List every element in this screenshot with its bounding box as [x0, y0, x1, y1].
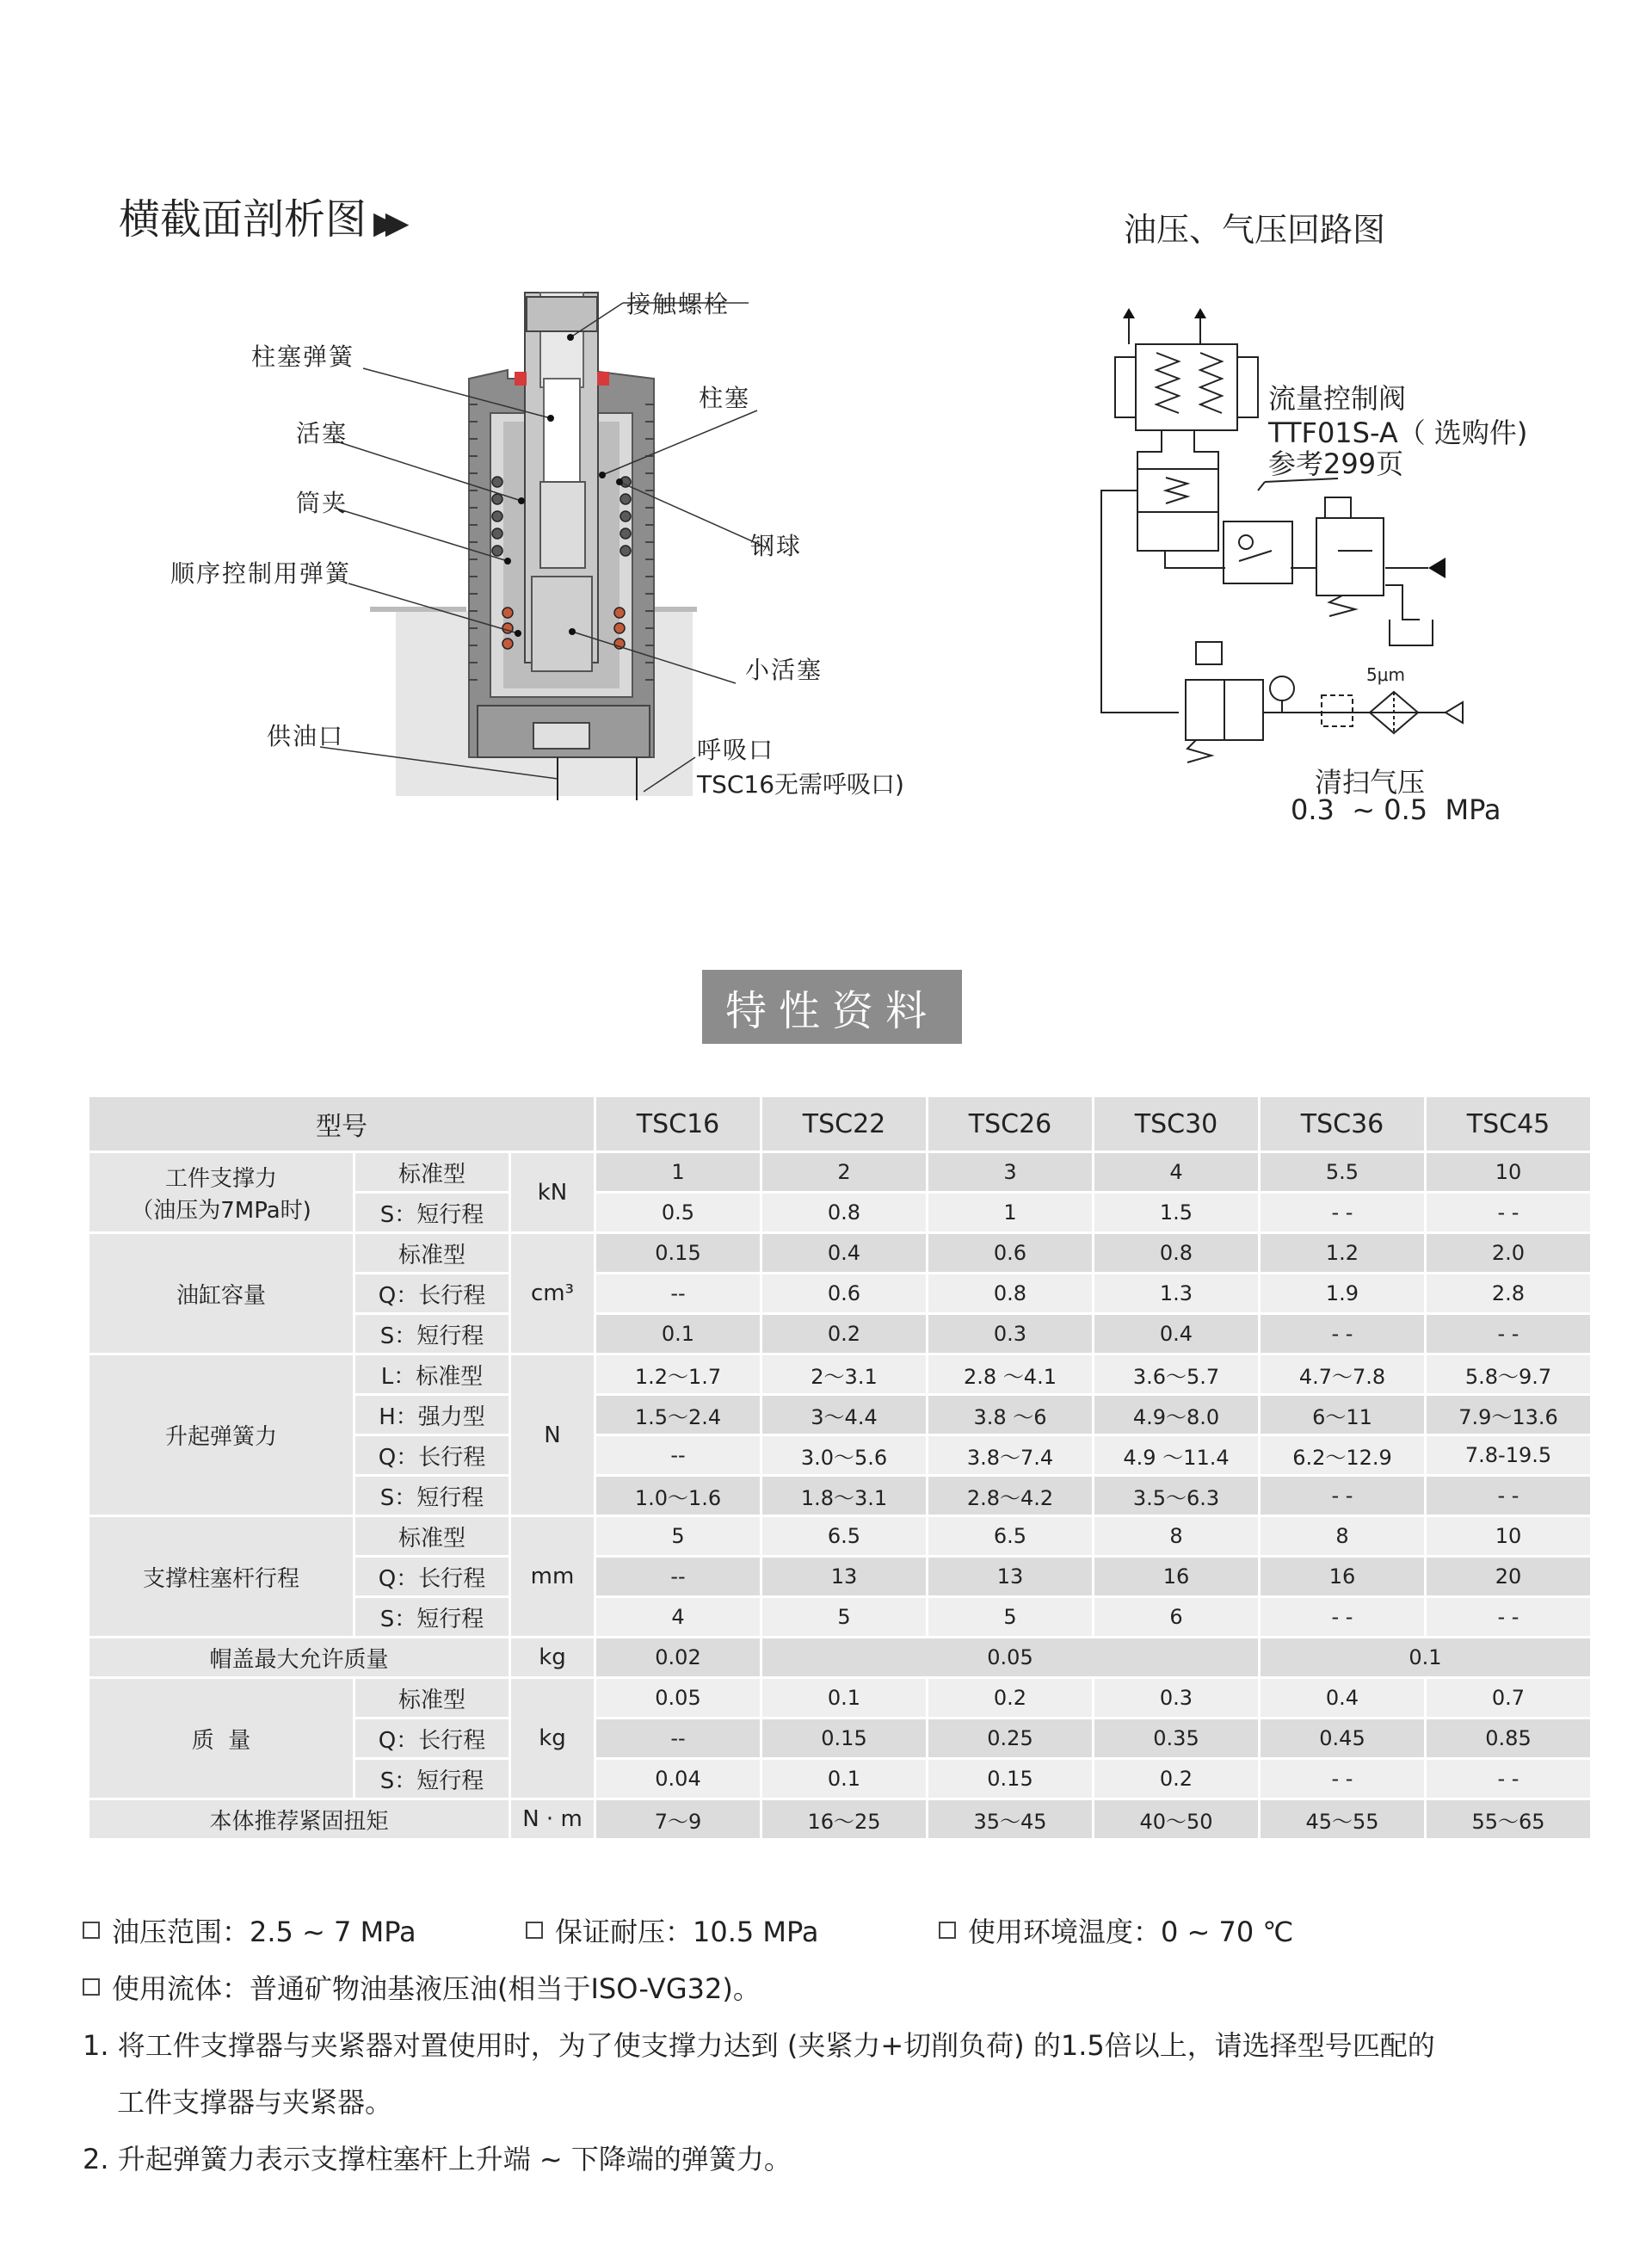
spring-force-label: 升起弹簧力: [89, 1355, 353, 1515]
value-cell: 1.5: [1094, 1194, 1258, 1231]
header-model-4: TSC30: [1094, 1097, 1258, 1151]
note-temp-text: 使用环境温度：0 ~ 70 ℃: [968, 1916, 1294, 1948]
value-cell: 10: [1427, 1517, 1590, 1555]
value-cell: - -: [1427, 1477, 1590, 1515]
value-cell: 0.2: [762, 1315, 926, 1353]
unit-cell: kg: [511, 1679, 594, 1798]
value-cell: 3.8 ～6: [928, 1396, 1092, 1434]
checkbox-icon: [83, 1978, 100, 1996]
value-cell: 0.8: [762, 1194, 926, 1231]
value-cell: 5: [928, 1598, 1092, 1636]
value-cell: 0.1: [1261, 1638, 1590, 1676]
value-cell: 2: [762, 1153, 926, 1191]
note-fluid-text: 使用流体：普通矿物油基液压油(相当于ISO-VG32)。: [112, 1972, 761, 2005]
value-cell: --: [596, 1719, 760, 1757]
value-cell: 0.1: [762, 1679, 926, 1717]
value-cell: 0.3: [928, 1315, 1092, 1353]
value-cell: 0.02: [596, 1638, 760, 1676]
value-cell: 0.35: [1094, 1719, 1258, 1757]
header-model-3: TSC26: [928, 1097, 1092, 1151]
value-cell: --: [596, 1274, 760, 1312]
value-cell: 4.9～8.0: [1094, 1396, 1258, 1434]
label-breather-port: 呼吸口: [697, 736, 775, 764]
value-cell: --: [596, 1558, 760, 1595]
label-collet: 筒夹: [296, 489, 348, 517]
sub-label: 标准型: [355, 1234, 509, 1272]
value-cell: 0.05: [762, 1638, 1258, 1676]
value-cell: 0.04: [596, 1760, 760, 1798]
label-breather-note: TSC16无需呼吸口): [697, 770, 904, 799]
value-cell: 2～3.1: [762, 1355, 926, 1393]
value-cell: 0.8: [928, 1274, 1092, 1312]
value-cell: 40～50: [1094, 1800, 1258, 1838]
value-cell: 13: [762, 1558, 926, 1595]
value-cell: - -: [1427, 1760, 1590, 1798]
note-pressure-range-text: 油压范围：2.5 ~ 7 MPa: [112, 1916, 416, 1948]
value-cell: 2.8 ～4.1: [928, 1355, 1092, 1393]
value-cell: 3.5～6.3: [1094, 1477, 1258, 1515]
value-cell: 3.6～5.7: [1094, 1355, 1258, 1393]
label-sequence-spring: 顺序控制用弹簧: [170, 559, 352, 588]
table-row: [89, 1355, 1590, 1393]
value-cell: 10: [1427, 1153, 1590, 1191]
value-cell: 16: [1094, 1558, 1258, 1595]
label-piston: 活塞: [296, 419, 348, 447]
sub-label: S：短行程: [355, 1760, 509, 1798]
value-cell: - -: [1261, 1477, 1424, 1515]
sub-label: 标准型: [355, 1679, 509, 1717]
sub-label: S：短行程: [355, 1477, 509, 1515]
flow-valve-label-1: 流量控制阀: [1268, 382, 1407, 415]
sub-label: S：短行程: [355, 1315, 509, 1353]
cap-mass-label: 帽盖最大允许质量: [89, 1638, 509, 1676]
value-cell: 0.6: [928, 1234, 1092, 1272]
value-cell: 0.25: [928, 1719, 1092, 1757]
note-pressure-range: [83, 1910, 526, 1950]
spec-table: [87, 1095, 1593, 1841]
value-cell: 0.15: [596, 1234, 760, 1272]
value-cell: 8: [1261, 1517, 1424, 1555]
value-cell: 5.8～9.7: [1427, 1355, 1590, 1393]
value-cell: 1.8～3.1: [762, 1477, 926, 1515]
notes-row-1: [83, 1902, 1580, 1959]
value-cell: - -: [1427, 1598, 1590, 1636]
torque-label: 本体推荐紧固扭矩: [89, 1800, 509, 1838]
label-plunger: 柱塞: [699, 384, 751, 412]
value-cell: 1.2: [1261, 1234, 1424, 1272]
value-cell: 0.05: [596, 1679, 760, 1717]
value-cell: - -: [1261, 1760, 1424, 1798]
value-cell: 1.2～1.7: [596, 1355, 760, 1393]
value-cell: 35～45: [928, 1800, 1092, 1838]
value-cell: 16: [1261, 1558, 1424, 1595]
value-cell: 0.15: [928, 1760, 1092, 1798]
value-cell: - -: [1261, 1194, 1424, 1231]
label-steel-ball: 钢球: [750, 532, 803, 560]
value-cell: 4.7～7.8: [1261, 1355, 1424, 1393]
label-small-piston: 小活塞: [745, 656, 823, 684]
note-proof-pressure-text: 保证耐压：10.5 MPa: [555, 1916, 819, 1948]
value-cell: 6～11: [1261, 1396, 1424, 1434]
note-temp: [939, 1910, 1293, 1950]
value-cell: 0.85: [1427, 1719, 1590, 1757]
value-cell: 0.15: [762, 1719, 926, 1757]
unit-cell: mm: [511, 1517, 594, 1636]
sub-label: Q：长行程: [355, 1436, 509, 1474]
value-cell: 1.0～1.6: [596, 1477, 760, 1515]
value-cell: 0.45: [1261, 1719, 1424, 1757]
value-cell: 3: [928, 1153, 1092, 1191]
value-cell: 0.1: [762, 1760, 926, 1798]
value-cell: 2.8～4.2: [928, 1477, 1092, 1515]
header-model-1: TSC16: [596, 1097, 760, 1151]
value-cell: 6: [1094, 1598, 1258, 1636]
mass-label: 质 量: [89, 1679, 353, 1798]
flow-valve-label-2: TTF01S-A（ 选购件): [1268, 416, 1528, 449]
unit-cell: cm³: [511, 1234, 594, 1353]
value-cell: 0.3: [1094, 1679, 1258, 1717]
table-header-row: [89, 1097, 1590, 1151]
cross-section-title-text: 横截面剖析图: [119, 195, 367, 244]
plunger-stroke-label: 支撑柱塞杆行程: [89, 1517, 353, 1636]
sub-label: L：标准型: [355, 1355, 509, 1393]
sub-label: S：短行程: [355, 1194, 509, 1231]
value-cell: 7.9～13.6: [1427, 1396, 1590, 1434]
value-cell: 1.5～2.4: [596, 1396, 760, 1434]
circuit-diagram: [1084, 301, 1480, 783]
table-row: [89, 1234, 1590, 1272]
note-1b: 工件支撑器与夹紧器。: [117, 2086, 393, 2119]
cylinder-capacity-label: 油缸容量: [89, 1234, 353, 1353]
value-cell: 6.2～12.9: [1261, 1436, 1424, 1474]
unit-cell: kN: [511, 1153, 594, 1231]
table-row: [89, 1517, 1590, 1555]
label-oil-port: 供油口: [267, 722, 345, 750]
value-cell: 8: [1094, 1517, 1258, 1555]
value-cell: 0.2: [928, 1679, 1092, 1717]
filter-label: 5μm: [1366, 664, 1405, 685]
header-model-2: TSC22: [762, 1097, 926, 1151]
value-cell: 5: [762, 1598, 926, 1636]
header-model: 型号: [89, 1097, 594, 1151]
value-cell: 0.2: [1094, 1760, 1258, 1798]
value-cell: 6.5: [762, 1517, 926, 1555]
value-cell: 2.8: [1427, 1274, 1590, 1312]
value-cell: - -: [1261, 1315, 1424, 1353]
value-cell: 1.9: [1261, 1274, 1424, 1312]
cross-section-title: [119, 186, 397, 245]
table-row: [89, 1800, 1590, 1838]
spec-banner: 特性资料: [702, 970, 962, 1044]
support-force-label-1: 工件支撑力: [164, 1165, 277, 1192]
value-cell: - -: [1427, 1315, 1590, 1353]
label-contact-bolt: 接触螺栓: [626, 290, 730, 318]
value-cell: 0.4: [1261, 1679, 1424, 1717]
value-cell: 4: [1094, 1153, 1258, 1191]
value-cell: 0.5: [596, 1194, 760, 1231]
notes-row-2: [83, 1959, 1580, 2015]
value-cell: 7.8-19.5: [1427, 1436, 1590, 1474]
value-cell: 45～55: [1261, 1800, 1424, 1838]
checkbox-icon: [526, 1922, 543, 1939]
value-cell: 0.4: [1094, 1315, 1258, 1353]
note-proof-pressure: [526, 1910, 939, 1950]
circuit-title: 油压、气压回路图: [1124, 211, 1386, 249]
table-row: [89, 1153, 1590, 1191]
purge-label-1: 清扫气压: [1315, 766, 1426, 799]
value-cell: 3～4.4: [762, 1396, 926, 1434]
value-cell: 7～9: [596, 1800, 760, 1838]
checkbox-icon: [939, 1922, 956, 1939]
value-cell: 1: [596, 1153, 760, 1191]
value-cell: 16～25: [762, 1800, 926, 1838]
value-cell: - -: [1261, 1598, 1424, 1636]
play-arrow-icon: ▶▶: [373, 206, 398, 241]
label-plunger-spring: 柱塞弹簧: [251, 342, 355, 371]
sub-label: H：强力型: [355, 1396, 509, 1434]
value-cell: 2.0: [1427, 1234, 1590, 1272]
value-cell: 0.7: [1427, 1679, 1590, 1717]
value-cell: 20: [1427, 1558, 1590, 1595]
table-row: [89, 1679, 1590, 1717]
notes-section: [83, 1902, 1580, 2186]
value-cell: 0.4: [762, 1234, 926, 1272]
sub-label: Q：长行程: [355, 1274, 509, 1312]
sub-label: S：短行程: [355, 1598, 509, 1636]
header-model-5: TSC36: [1261, 1097, 1424, 1151]
unit-cell: N: [511, 1355, 594, 1515]
note-1a: 1. 将工件支撑器与夹紧器对置使用时，为了使支撑力达到 (夹紧力+切削负荷) 的1.5倍以上，请选择型号匹配的: [83, 2029, 1435, 2062]
note-2: 2. 升起弹簧力表示支撑柱塞杆上升端 ~ 下降端的弹簧力。: [83, 2143, 792, 2175]
support-force-label: [89, 1153, 353, 1231]
sub-label: Q：长行程: [355, 1719, 509, 1757]
value-cell: 1.3: [1094, 1274, 1258, 1312]
purge-label-2: 0.3 ~ 0.5 MPa: [1291, 793, 1501, 826]
sub-label: Q：长行程: [355, 1558, 509, 1595]
value-cell: 6.5: [928, 1517, 1092, 1555]
value-cell: 0.1: [596, 1315, 760, 1353]
support-force-label-2: （油压为7MPa时): [131, 1197, 311, 1224]
value-cell: 0.6: [762, 1274, 926, 1312]
value-cell: 0.8: [1094, 1234, 1258, 1272]
flow-valve-label-3: 参考299页: [1268, 447, 1404, 480]
value-cell: 4.9 ～11.4: [1094, 1436, 1258, 1474]
table-row: [89, 1638, 1590, 1676]
value-cell: 13: [928, 1558, 1092, 1595]
value-cell: --: [596, 1436, 760, 1474]
unit-cell: kg: [511, 1638, 594, 1676]
sub-label: 标准型: [355, 1153, 509, 1191]
value-cell: 3.8～7.4: [928, 1436, 1092, 1474]
value-cell: 55～65: [1427, 1800, 1590, 1838]
sub-label: 标准型: [355, 1517, 509, 1555]
header-model-6: TSC45: [1427, 1097, 1590, 1151]
value-cell: 5: [596, 1517, 760, 1555]
value-cell: 1: [928, 1194, 1092, 1231]
checkbox-icon: [83, 1922, 100, 1939]
value-cell: - -: [1427, 1194, 1590, 1231]
value-cell: 3.0～5.6: [762, 1436, 926, 1474]
value-cell: 4: [596, 1598, 760, 1636]
value-cell: 5.5: [1261, 1153, 1424, 1191]
unit-cell: N · m: [511, 1800, 594, 1838]
